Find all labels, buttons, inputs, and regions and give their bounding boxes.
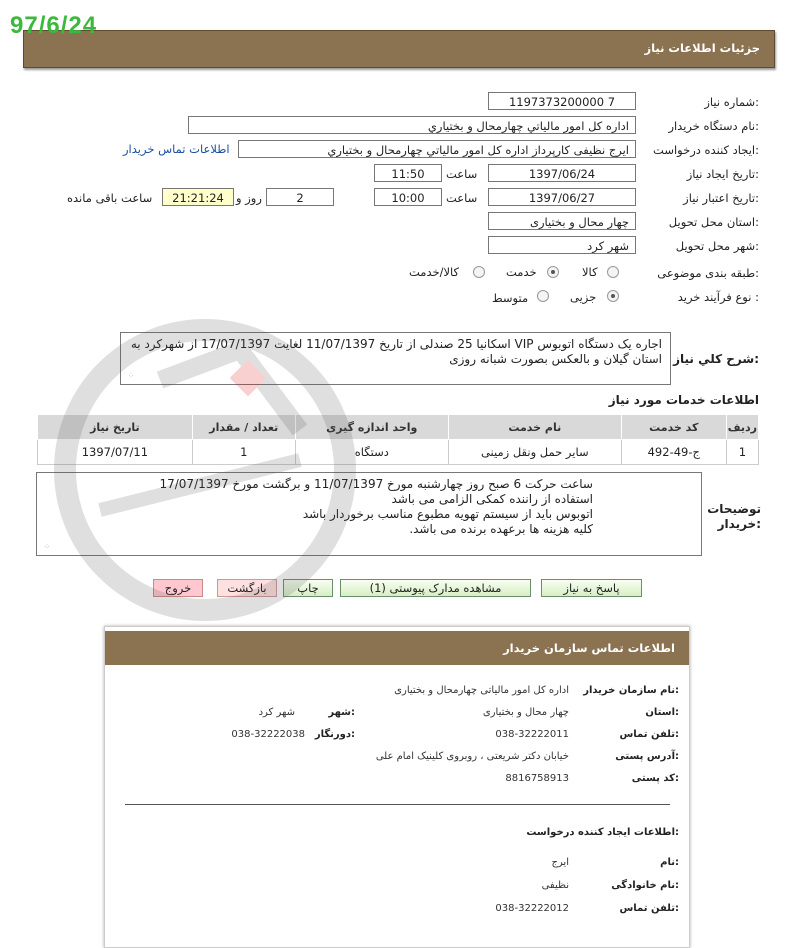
notes-line-1: ساعت حرکت 6 صبح روز چهارشنبه مورخ 11/07/1397 و برگشت مورخ 17/07/1397 [159,477,593,491]
category-radio-service[interactable] [547,266,559,278]
col-row: ردیف [726,415,758,440]
buyer-contact-link[interactable]: اطلاعات تماس خریدار [123,142,230,156]
contact-city-label: شهر: [328,707,355,718]
resize-grip-icon[interactable]: ⁘ [128,372,134,380]
contact-province-value: چهار محال و بختیاری [482,707,569,718]
create-date-field: 1397/06/24 [488,164,636,182]
create-time-label: ساعت [446,167,478,181]
postal-label: کد پستی: [631,773,679,784]
process-label: نوع فرآیند خرید : [677,290,759,304]
org-value: اداره کل امور مالیاتی چهارمحال و بختیاری [394,685,569,696]
cell-qty: 1 [192,440,295,465]
process-radio-medium[interactable] [537,290,549,302]
create-time-field: 11:50 [374,164,442,182]
category-option-both: کالا/خدمت [409,265,460,279]
divider [125,804,670,805]
notes-label-1: توضیحات [707,502,761,516]
summary-line-2: استان گیلان و بالعکس بصورت شبانه روزی [449,352,662,366]
fax-label: دورنگار: [314,729,355,740]
table-header-row [38,415,759,440]
org-label: نام سازمان خریدار: [583,685,679,696]
creator-phone-value: 038-32222012 [495,903,569,914]
process-option-medium: متوسط [492,291,529,305]
create-date-label: تاریخ ایجاد نیاز: [686,167,759,181]
summary-textarea[interactable] [120,332,671,385]
contact-province-label: استان: [645,707,679,718]
remaining-time-field: 21:21:24 [162,188,234,206]
page-header [23,30,775,68]
stamp-date: 97/6/24 [10,12,98,39]
contact-card-header [105,631,689,665]
valid-date-label: تاریخ اعتبار نیاز: [683,191,759,205]
family-value: نظیفی [541,880,569,891]
cell-unit: دستگاه [295,440,448,465]
creator-info-title: اطلاعات ایجاد کننده درخواست: [526,827,679,838]
col-code: کد خدمت [621,415,726,440]
category-option-service: خدمت [506,265,537,279]
cell-name: سایر حمل ونقل زمینی [448,440,621,465]
days-label: روز و [236,191,262,205]
notes-line-2: استفاده از راننده کمکی الزامی می باشد [391,492,593,506]
city-field: شهر کرد [488,236,636,254]
category-radio-goods[interactable] [607,266,619,278]
address-value: خیابان دکتر شریعتی ، روبروی کلینیک امام علی [375,751,569,762]
remaining-label: ساعت باقی مانده [67,191,153,205]
contact-card [104,626,690,948]
buyer-org-label: نام دستگاه خریدار: [668,119,759,133]
city-label: شهر محل تحویل: [675,239,759,253]
valid-date-field: 1397/06/27 [488,188,636,206]
name-label: نام: [660,857,679,868]
col-unit: واحد اندازه گیری [295,415,448,440]
notes-line-4: کلیه هزینه ها برعهده برنده می باشد. [409,522,593,536]
process-radio-minor[interactable] [607,290,619,302]
page-title: جزئیات اطلاعات نیاز [644,41,760,55]
contact-city-value: شهر کرد [258,707,295,718]
reply-button[interactable]: پاسخ به نیاز [541,579,642,597]
notes-label-2: خریدار: [717,517,761,531]
back-button[interactable]: بازگشت [217,579,277,597]
cell-row: 1 [726,440,758,465]
creator-label: ایجاد کننده درخواست: [653,143,759,157]
creator-field: ایرج نظیفی کارپرداز اداره کل امور مالياتي چهارمحال و بختياري [238,140,636,158]
notes-line-3: اتوبوس باید از سیستم تهویه مطبوع مناسب برخوردار باشد [302,507,593,521]
col-name: نام خدمت [448,415,621,440]
valid-time-field: 10:00 [374,188,442,206]
buyer-org-field: اداره کل امور مالياتي چهارمحال و بختياري [188,116,636,134]
contact-card-title: اطلاعات تماس سازمان خریدار [503,641,675,655]
fax-value: 038-32222038 [231,729,305,740]
services-title: اطلاعات خدمات مورد نیاز [608,393,759,407]
phone-label: تلفن تماس: [619,729,679,740]
exit-button[interactable]: خروج [153,579,203,597]
cell-date: 1397/07/11 [38,440,193,465]
process-option-minor: جزیی [570,290,597,304]
phone-value: 038-32222011 [495,729,569,740]
table-row [38,440,759,465]
category-radio-both[interactable] [473,266,485,278]
resize-grip-icon[interactable]: ⁘ [44,543,50,551]
province-field: چهار محال و بختیاری [488,212,636,230]
need-number-label: شماره نیاز: [704,95,759,109]
summary-line-1: اجاره یک دستگاه اتوبوس VIP اسکانیا 25 صندلی از تاریخ 11/07/1397 لغایت 17/07/1397 از شهرکرد به [130,337,662,351]
days-field: 2 [266,188,334,206]
col-date: تاریخ نیاز [38,415,193,440]
creator-phone-label: تلفن تماس: [619,903,679,914]
family-label: نام خانوادگی: [611,880,679,891]
category-option-goods: کالا [582,265,598,279]
summary-label: شرح کلي نياز: [673,352,759,366]
province-label: استان محل تحویل: [668,215,759,229]
notes-textarea[interactable] [36,472,702,556]
address-label: آدرس پستی: [615,751,679,762]
col-qty: تعداد / مقدار [192,415,295,440]
cell-code: ج-49-492 [621,440,726,465]
print-button[interactable]: چاپ [283,579,333,597]
category-label: طبقه بندی موضوعی: [657,266,759,280]
postal-value: 8816758913 [505,773,569,784]
services-table [37,414,759,465]
attachments-button[interactable]: مشاهده مدارک پیوستی (1) [340,579,531,597]
name-value: ایرج [551,857,569,868]
need-number-field: 1197373200000 7 [488,92,636,110]
valid-time-label: ساعت [446,191,478,205]
